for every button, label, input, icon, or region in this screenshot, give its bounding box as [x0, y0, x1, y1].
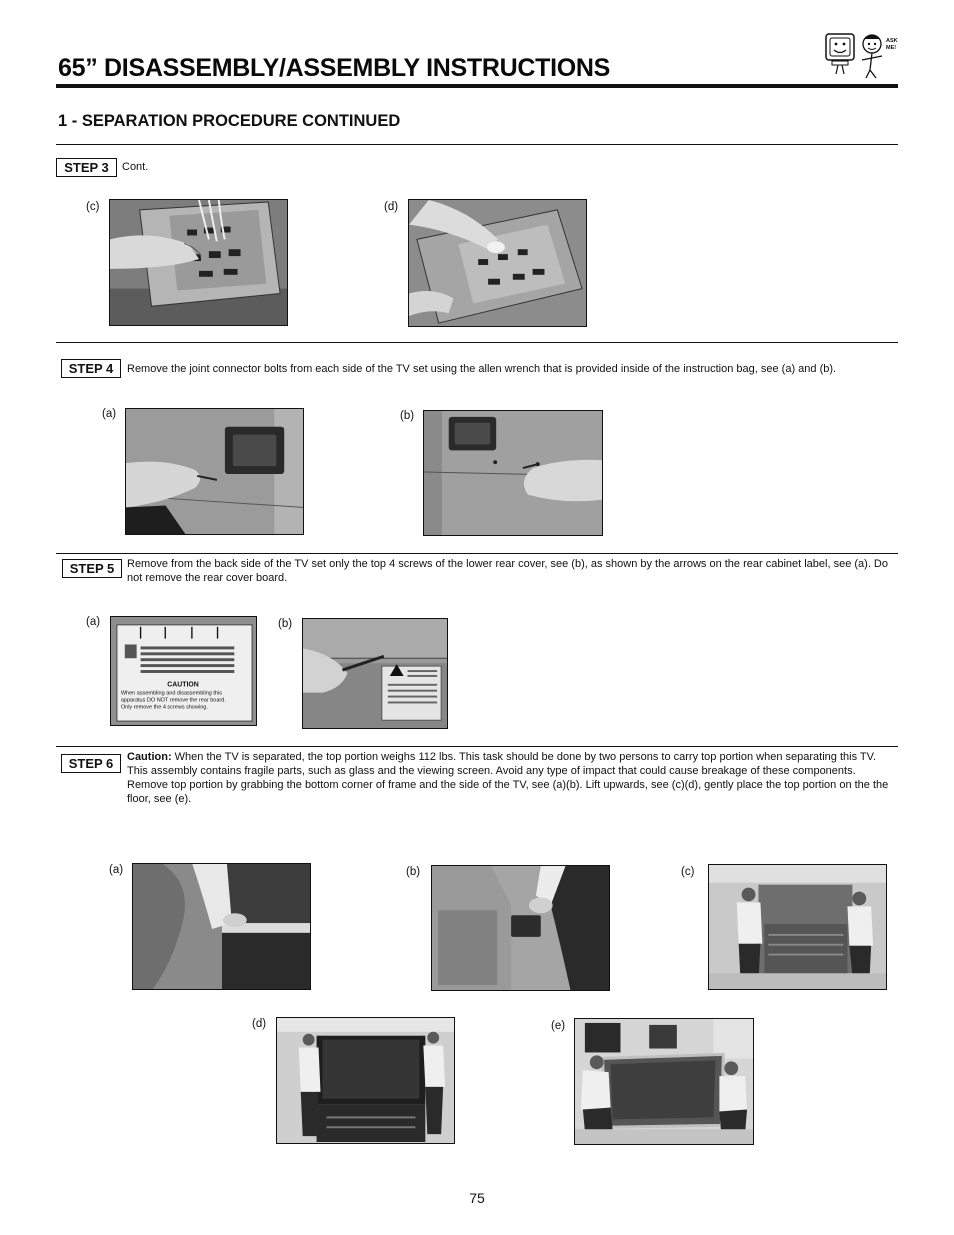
section-title: 1 - SEPARATION PROCEDURE CONTINUED	[58, 112, 401, 130]
step-6-photo-a	[132, 863, 311, 990]
step-3-photo-d-label: (d)	[384, 201, 399, 213]
step-6-photo-d	[276, 1017, 455, 1144]
step-5-photo-a-label: (a)	[86, 616, 101, 628]
step-6-label: STEP 6	[68, 756, 114, 771]
svg-text:ME!: ME!	[886, 45, 897, 51]
step-4-divider	[56, 553, 898, 554]
step-3-photo-d	[408, 199, 587, 327]
page-title: 65” DISASSEMBLY/ASSEMBLY INSTRUCTIONS	[58, 54, 610, 82]
step-5-divider	[56, 746, 898, 747]
step-6-photo-c-label: (c)	[681, 866, 695, 878]
step-6-caution-prefix: Caution:	[127, 751, 172, 763]
step-3-label: STEP 3	[64, 160, 109, 175]
step-3-photo-c-label: (c)	[86, 201, 100, 213]
step-4-photo-a-label: (a)	[102, 408, 117, 420]
step-6-photo-b	[431, 865, 610, 991]
step-6-caution-text: When the TV is separated, the top portion weighs 112 lbs. This task should be done by two persons to carry top portion when separating this TV. This assembly contains fragile parts, such as glass and the viewing screen. Avoid any type of impact that could cause breakage of these components. Remove top portion by grabbing the bottom corner of frame and the side of the TV, see (a)(b). Lift upwards, see (c)(d), gently place the top portion on the the floor, see (e).	[127, 751, 889, 805]
step-4-label: STEP 4	[68, 361, 114, 376]
step-6-photo-e-label: (e)	[551, 1020, 566, 1032]
title-rule	[56, 84, 898, 88]
step-5-badge	[62, 559, 122, 578]
step-5-label-line-3: Only remove the 4 screws showing.	[120, 704, 208, 711]
step-4-photo-b-label: (b)	[400, 410, 415, 422]
step-5-text: Remove from the back side of the TV set only the top 4 screws of the lower rear cover, see (b), as shown by the arrows on the rear cabinet label, see (a). Do not remove the rear cover board.	[127, 558, 888, 584]
step-5-label: STEP 5	[69, 561, 115, 576]
step-6-photo-e	[574, 1018, 754, 1145]
step-6-badge	[61, 754, 121, 773]
step-6-photo-b-label: (b)	[406, 866, 421, 878]
step-6-text	[127, 750, 895, 806]
step-5-label-line-1: When assembling and disassembling this	[120, 690, 222, 697]
step-5-photo-b	[302, 618, 448, 729]
step-5-label-line-2: apparatus DO NOT remove the rear board.	[120, 697, 226, 704]
step-4-photo-a	[125, 408, 304, 535]
step-3-photo-c	[109, 199, 288, 326]
step-5-photo-b-label: (b)	[278, 618, 293, 630]
step-4-photo-b	[423, 410, 603, 536]
svg-text:ASK: ASK	[886, 38, 898, 44]
step-5-label-caution: CAUTION	[167, 681, 199, 689]
section-rule	[56, 144, 898, 145]
step-6-photo-a-label: (a)	[109, 864, 124, 876]
step-6-photo-c	[708, 864, 887, 990]
step-4-badge	[61, 359, 121, 378]
step-4-text: Remove the joint connector bolts from each side of the TV set using the allen wrench that is provided inside of the instruction bag, see (a) and (b).	[127, 363, 837, 375]
step-6-photo-d-label: (d)	[252, 1018, 267, 1030]
step-3-divider	[56, 342, 898, 343]
step-3-text: Cont.	[122, 161, 149, 173]
step-3-badge	[56, 158, 117, 177]
step-5-photo-a	[110, 616, 257, 726]
page-number: 75	[469, 1190, 485, 1206]
ask-me-tv-mascot-icon	[824, 30, 900, 80]
